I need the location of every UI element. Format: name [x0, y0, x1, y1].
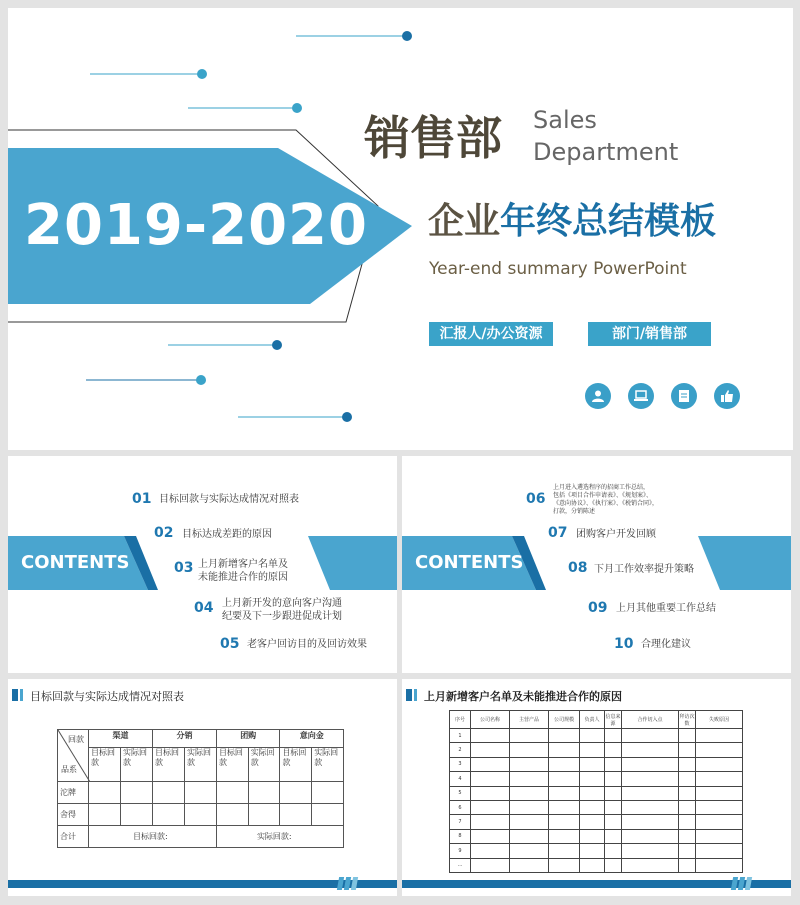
corner-top-label: 回款 [68, 735, 84, 744]
sub-header-actual: 实际回款 [312, 748, 344, 782]
row-number: 8 [450, 829, 471, 843]
table-slide-1[interactable] [8, 679, 397, 896]
toc-item-01[interactable]: 目标回款与实际达成情况对照表 [159, 494, 299, 505]
toc-item-05[interactable]: 老客户回访目的及回访效果 [247, 639, 367, 650]
toc-item-06[interactable]: 上月进入遴选程序的招商工作总结， 包括《项目合作申请表》、《规划案》、 《意向协议》、《执行案》、《税销合同》， 打款，分销陈述 [553, 484, 659, 515]
toc-item-07[interactable]: 团购客户开发回顾 [576, 529, 656, 540]
department-badge: 部门/销售部 [588, 322, 711, 346]
total-actual: 实际回款: [216, 826, 343, 848]
toc-item-04[interactable]: 上月新开发的意向客户沟通 纪要及下一步跟进促成计划 [222, 598, 342, 622]
sub-header-target: 目标回款 [89, 748, 121, 782]
row-number: 6 [450, 800, 471, 814]
contents-label: CONTENTS [415, 552, 524, 573]
deposit-header: 意向金 [280, 730, 344, 748]
contents-slide-1[interactable] [8, 456, 397, 673]
table-row [450, 829, 743, 843]
row-label: 舍得 [58, 804, 89, 826]
table-row [450, 815, 743, 829]
section-title: 上月新增客户名单及未能推进合作的原因 [424, 690, 622, 703]
row-number: 5 [450, 786, 471, 800]
toc-number-09: 09 [588, 600, 608, 616]
section-title: 目标回款与实际达成情况对照表 [30, 690, 184, 703]
row-number: 1 [450, 729, 471, 743]
footer-stripes [732, 877, 757, 890]
reporter-badge: 汇报人/办公资源 [429, 322, 553, 346]
toc-number-03: 03 [174, 560, 194, 576]
sub-header-target: 目标回款 [216, 748, 248, 782]
table-row [450, 772, 743, 786]
department-en-line1: Sales [533, 106, 597, 134]
toc-item-08[interactable]: 下月工作效率提升策略 [594, 564, 694, 575]
main-title-part2: 年终总结模板 [500, 201, 717, 242]
laptop-icon [628, 383, 654, 409]
department-en-line2: Department [533, 138, 679, 166]
sub-header-target: 目标回款 [152, 748, 184, 782]
channel-header: 渠道 [89, 730, 153, 748]
toc-number-01: 01 [132, 491, 152, 507]
row-label: 沱牌 [58, 782, 89, 804]
toc-number-04: 04 [194, 600, 214, 616]
row-number: 3 [450, 757, 471, 771]
group-buy-header: 团购 [216, 730, 280, 748]
toc-number-08: 08 [568, 560, 588, 576]
toc-number-05: 05 [220, 636, 240, 652]
row-number: 4 [450, 772, 471, 786]
sub-header-actual: 实际回款 [184, 748, 216, 782]
document-icon [671, 383, 697, 409]
table-body [450, 729, 743, 873]
sub-header-actual: 实际回款 [248, 748, 280, 782]
header-visits: 拜访次数 [679, 711, 696, 729]
toc-item-10[interactable]: 合理化建议 [641, 639, 691, 650]
row-number: 7 [450, 815, 471, 829]
contents-slide-2[interactable] [402, 456, 791, 673]
table-row [450, 729, 743, 743]
row-number: 9 [450, 844, 471, 858]
title-slide[interactable] [8, 8, 793, 450]
new-clients-table [449, 710, 743, 873]
corner-bottom-label: 品系 [61, 765, 77, 774]
section-marker [406, 689, 412, 701]
toc-item-03[interactable]: 上月新增客户名单及 未能推进合作的原因 [198, 559, 288, 583]
section-marker [12, 689, 18, 701]
header-source: 信息来源 [605, 711, 622, 729]
footer-stripes [338, 877, 363, 890]
section-marker-light [414, 689, 417, 701]
header-failure-reason: 失败原因 [696, 711, 743, 729]
table-slide-2[interactable] [402, 679, 791, 896]
toc-number-10: 10 [614, 636, 634, 652]
table-row [450, 743, 743, 757]
contents-label: CONTENTS [21, 552, 130, 573]
main-title [428, 200, 716, 244]
total-label: 合计 [58, 826, 89, 848]
table-row [450, 800, 743, 814]
department-cn-title: 销售部 [364, 111, 502, 165]
year-title: 2019-2020 [24, 193, 368, 258]
sub-header-target: 目标回款 [280, 748, 312, 782]
table-row [450, 757, 743, 771]
section-marker-light [20, 689, 23, 701]
header-company: 公司名称 [471, 711, 510, 729]
table-row [450, 786, 743, 800]
toc-item-09[interactable]: 上月其他重要工作总结 [616, 603, 716, 614]
header-owner: 负责人 [580, 711, 605, 729]
toc-number-06: 06 [526, 491, 546, 507]
row-number: ... [450, 858, 471, 872]
user-icon [585, 383, 611, 409]
toc-number-02: 02 [154, 525, 174, 541]
row-number: 2 [450, 743, 471, 757]
subtitle: Year-end summary PowerPoint [429, 259, 687, 279]
toc-number-07: 07 [548, 525, 568, 541]
distribution-header: 分销 [152, 730, 216, 748]
table-row [450, 844, 743, 858]
header-entry-point: 合作切入点 [622, 711, 679, 729]
table-row [450, 858, 743, 872]
toc-item-02[interactable]: 目标达成差距的原因 [182, 529, 272, 540]
header-products: 主营产品 [510, 711, 549, 729]
header-index: 序号 [450, 711, 471, 729]
thumbs-up-icon [714, 383, 740, 409]
total-target: 目标回款: [89, 826, 217, 848]
sub-header-actual: 实际回款 [120, 748, 152, 782]
header-scale: 公司规模 [549, 711, 580, 729]
main-title-part1: 企业 [428, 201, 501, 242]
target-vs-actual-table [57, 729, 344, 848]
